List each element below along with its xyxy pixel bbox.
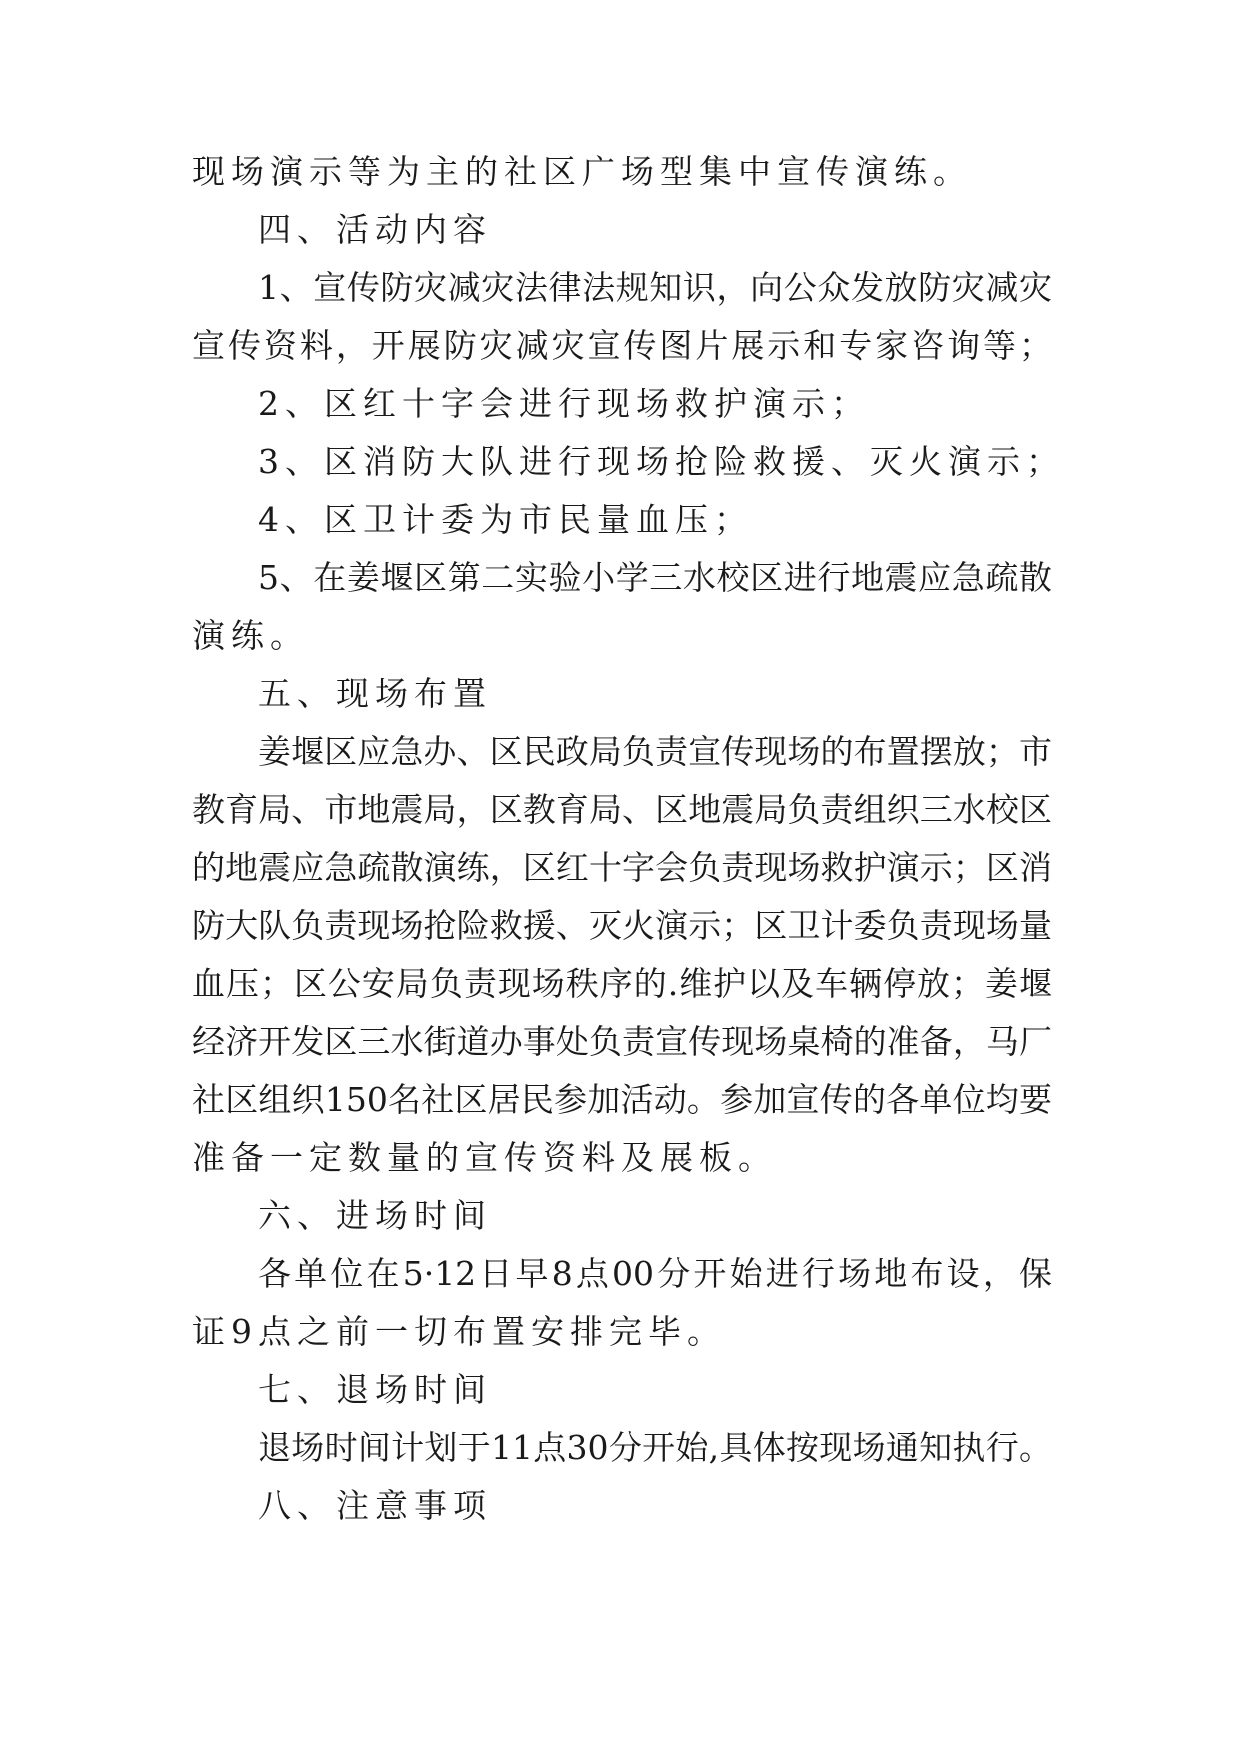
text-line: 教育局、市地震局，区教育局、区地震局负责组织三水校区 — [192, 790, 1052, 829]
text-line: 演练。 — [192, 616, 309, 655]
text-line: 证9点之前一切布置安排完毕。 — [192, 1312, 726, 1351]
text-line: 社区组织150名社区居民参加活动。参加宣传的各单位均要 — [192, 1080, 1052, 1119]
text-line: 的地震应急疏散演练，区红十字会负责现场救护演示；区消 — [192, 848, 1052, 887]
text-line: 防大队负责现场抢险救援、灭火演示；区卫计委负责现场量 — [192, 906, 1052, 945]
text-line: 宣传资料，开展防灾减灾宣传图片展示和专家咨询等； — [192, 326, 1052, 365]
section-heading: 六、进场时间 — [258, 1196, 492, 1235]
section-heading: 八、注意事项 — [258, 1486, 492, 1525]
text-line: 4、区卫计委为市民量血压； — [258, 500, 753, 539]
text-line: 准备一定数量的宣传资料及展板。 — [192, 1138, 777, 1177]
text-line: 2、区红十字会进行现场救护演示； — [258, 384, 870, 423]
text-line: 3、区消防大队进行现场抢险救援、灭火演示； — [258, 442, 1065, 481]
text-line: 现场演示等为主的社区广场型集中宣传演练。 — [192, 152, 972, 191]
section-heading: 四、活动内容 — [258, 210, 492, 249]
section-heading: 五、现场布置 — [258, 674, 492, 713]
text-line: 5、在姜堰区第二实验小学三水校区进行地震应急疏散 — [258, 558, 1052, 597]
text-line: 1、宣传防灾减灾法律法规知识，向公众发放防灾减灾 — [258, 268, 1052, 307]
text-line: 退场时间计划于11点30分开始,具体按现场通知执行。 — [258, 1428, 1052, 1467]
text-line: 经济开发区三水街道办事处负责宣传现场桌椅的准备，马厂 — [192, 1022, 1052, 1061]
section-heading: 七、退场时间 — [258, 1370, 492, 1409]
text-line: 姜堰区应急办、区民政局负责宣传现场的布置摆放；市 — [258, 732, 1052, 771]
text-line: 各单位在5·12日早8点00分开始进行场地布设，保 — [258, 1254, 1052, 1293]
text-line: 血压；区公安局负责现场秩序的.维护以及车辆停放；姜堰 — [192, 964, 1052, 1003]
